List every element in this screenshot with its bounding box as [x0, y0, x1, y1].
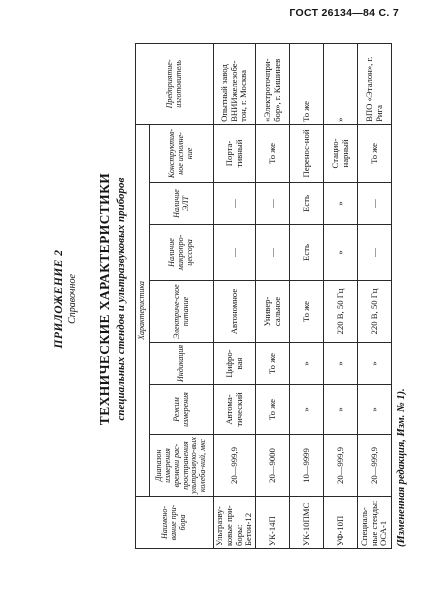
cell-crt: —	[214, 183, 256, 225]
page-header: ГОСТ 26134—84 С. 7	[289, 7, 399, 19]
appendix-block	[53, 39, 78, 559]
cell-power: То же	[290, 281, 324, 343]
cell-indication: То же	[256, 343, 290, 385]
cell-range: 20—9000	[256, 435, 290, 497]
cell-mode: »	[290, 385, 324, 435]
table-row	[358, 43, 392, 548]
table-title: ТЕХНИЧЕСКИЕ ХАРАКТЕРИСТИКИ	[97, 172, 112, 426]
table-row	[256, 43, 290, 548]
cell-mode: То же	[256, 385, 290, 435]
cell-manufacturer: Опытный завод ВНИИжелезобе-тон, г. Москва	[214, 43, 256, 124]
cell-design: То же	[256, 124, 290, 182]
cell-microprocessor: »	[324, 225, 358, 281]
cell-design: То же	[358, 124, 392, 182]
cell-crt: —	[358, 183, 392, 225]
header-group-characteristics: Характеристика	[136, 124, 150, 496]
cell-design: Перенос-ной	[290, 124, 324, 182]
cell-range: 20—999,9	[324, 435, 358, 497]
cell-power: 220 В, 50 Гц	[358, 281, 392, 343]
cell-manufacturer: ВПО «Эталон», г. Рига	[358, 43, 392, 124]
header-name: Наимено-вание при-бора	[136, 497, 214, 549]
cell-microprocessor: —	[214, 225, 256, 281]
header-microprocessor: Наличие микропро-цессора	[150, 225, 214, 281]
rotated-page-content	[45, 39, 417, 559]
cell-crt: »	[324, 183, 358, 225]
cell-mode: »	[358, 385, 392, 435]
header-design: Конструктив-ное исполне-ние	[150, 124, 214, 182]
cell-indication: »	[358, 343, 392, 385]
cell-crt: Есть	[290, 183, 324, 225]
cell-mode: »	[324, 385, 358, 435]
cell-design: Порта-тивный	[214, 124, 256, 182]
table-header-row	[136, 43, 150, 548]
cell-indication: Цифро-вая	[214, 343, 256, 385]
cell-range: 20—999,9	[358, 435, 392, 497]
table-row	[290, 43, 324, 548]
cell-power: Автономное	[214, 281, 256, 343]
header-mode: Режим измерения	[150, 385, 214, 435]
amendment-note: (Измененная редакция, Изм. № 1).	[396, 388, 407, 547]
cell-manufacturer: То же	[290, 43, 324, 124]
cell-range: 20—999,9	[214, 435, 256, 497]
cell-name: УФ-10П	[324, 497, 358, 549]
cell-microprocessor: —	[256, 225, 290, 281]
header-crt: Наличие ЭЛТ	[150, 183, 214, 225]
table-title-block	[97, 39, 127, 559]
cell-indication: »	[324, 343, 358, 385]
cell-manufacturer: »	[324, 43, 358, 124]
cell-name: Ультразву-ковые при-боры: Бетон-12	[214, 497, 256, 549]
appendix-subtitle: Справочное	[67, 274, 78, 324]
cell-name: УК-14П	[256, 497, 290, 549]
cell-manufacturer: «Электроточпри-бор», г. Кишинев	[256, 43, 290, 124]
cell-name: Специаль-ные стенды: ОСА-1	[358, 497, 392, 549]
cell-crt: —	[256, 183, 290, 225]
header-manufacturer: Предприятие-изготовитель	[136, 43, 214, 124]
cell-range: 10—9999	[290, 435, 324, 497]
appendix-title: ПРИЛОЖЕНИЕ 2	[53, 249, 65, 349]
cell-power: Универ-сальное	[256, 281, 290, 343]
cell-power: 220 В, 50 Гц	[324, 281, 358, 343]
cell-microprocessor: —	[358, 225, 392, 281]
table-row	[214, 43, 256, 548]
header-power: Электриче-ское питание	[150, 281, 214, 343]
table-subtitle: специальных стендов и ультразвуковых приборов	[115, 177, 127, 421]
cell-indication: »	[290, 343, 324, 385]
cell-microprocessor: Есть	[290, 225, 324, 281]
header-range: Диапазон измерения времени рас-пространения ультразвуко-вых колеба-ний, мкс	[150, 435, 214, 497]
table-row	[324, 43, 358, 548]
cell-name: УК-10ПМС	[290, 497, 324, 549]
cell-mode: Автома-тический	[214, 385, 256, 435]
cell-design: Стацио-нарный	[324, 124, 358, 182]
header-indication: Индикация	[150, 343, 214, 385]
specifications-table	[135, 43, 392, 549]
